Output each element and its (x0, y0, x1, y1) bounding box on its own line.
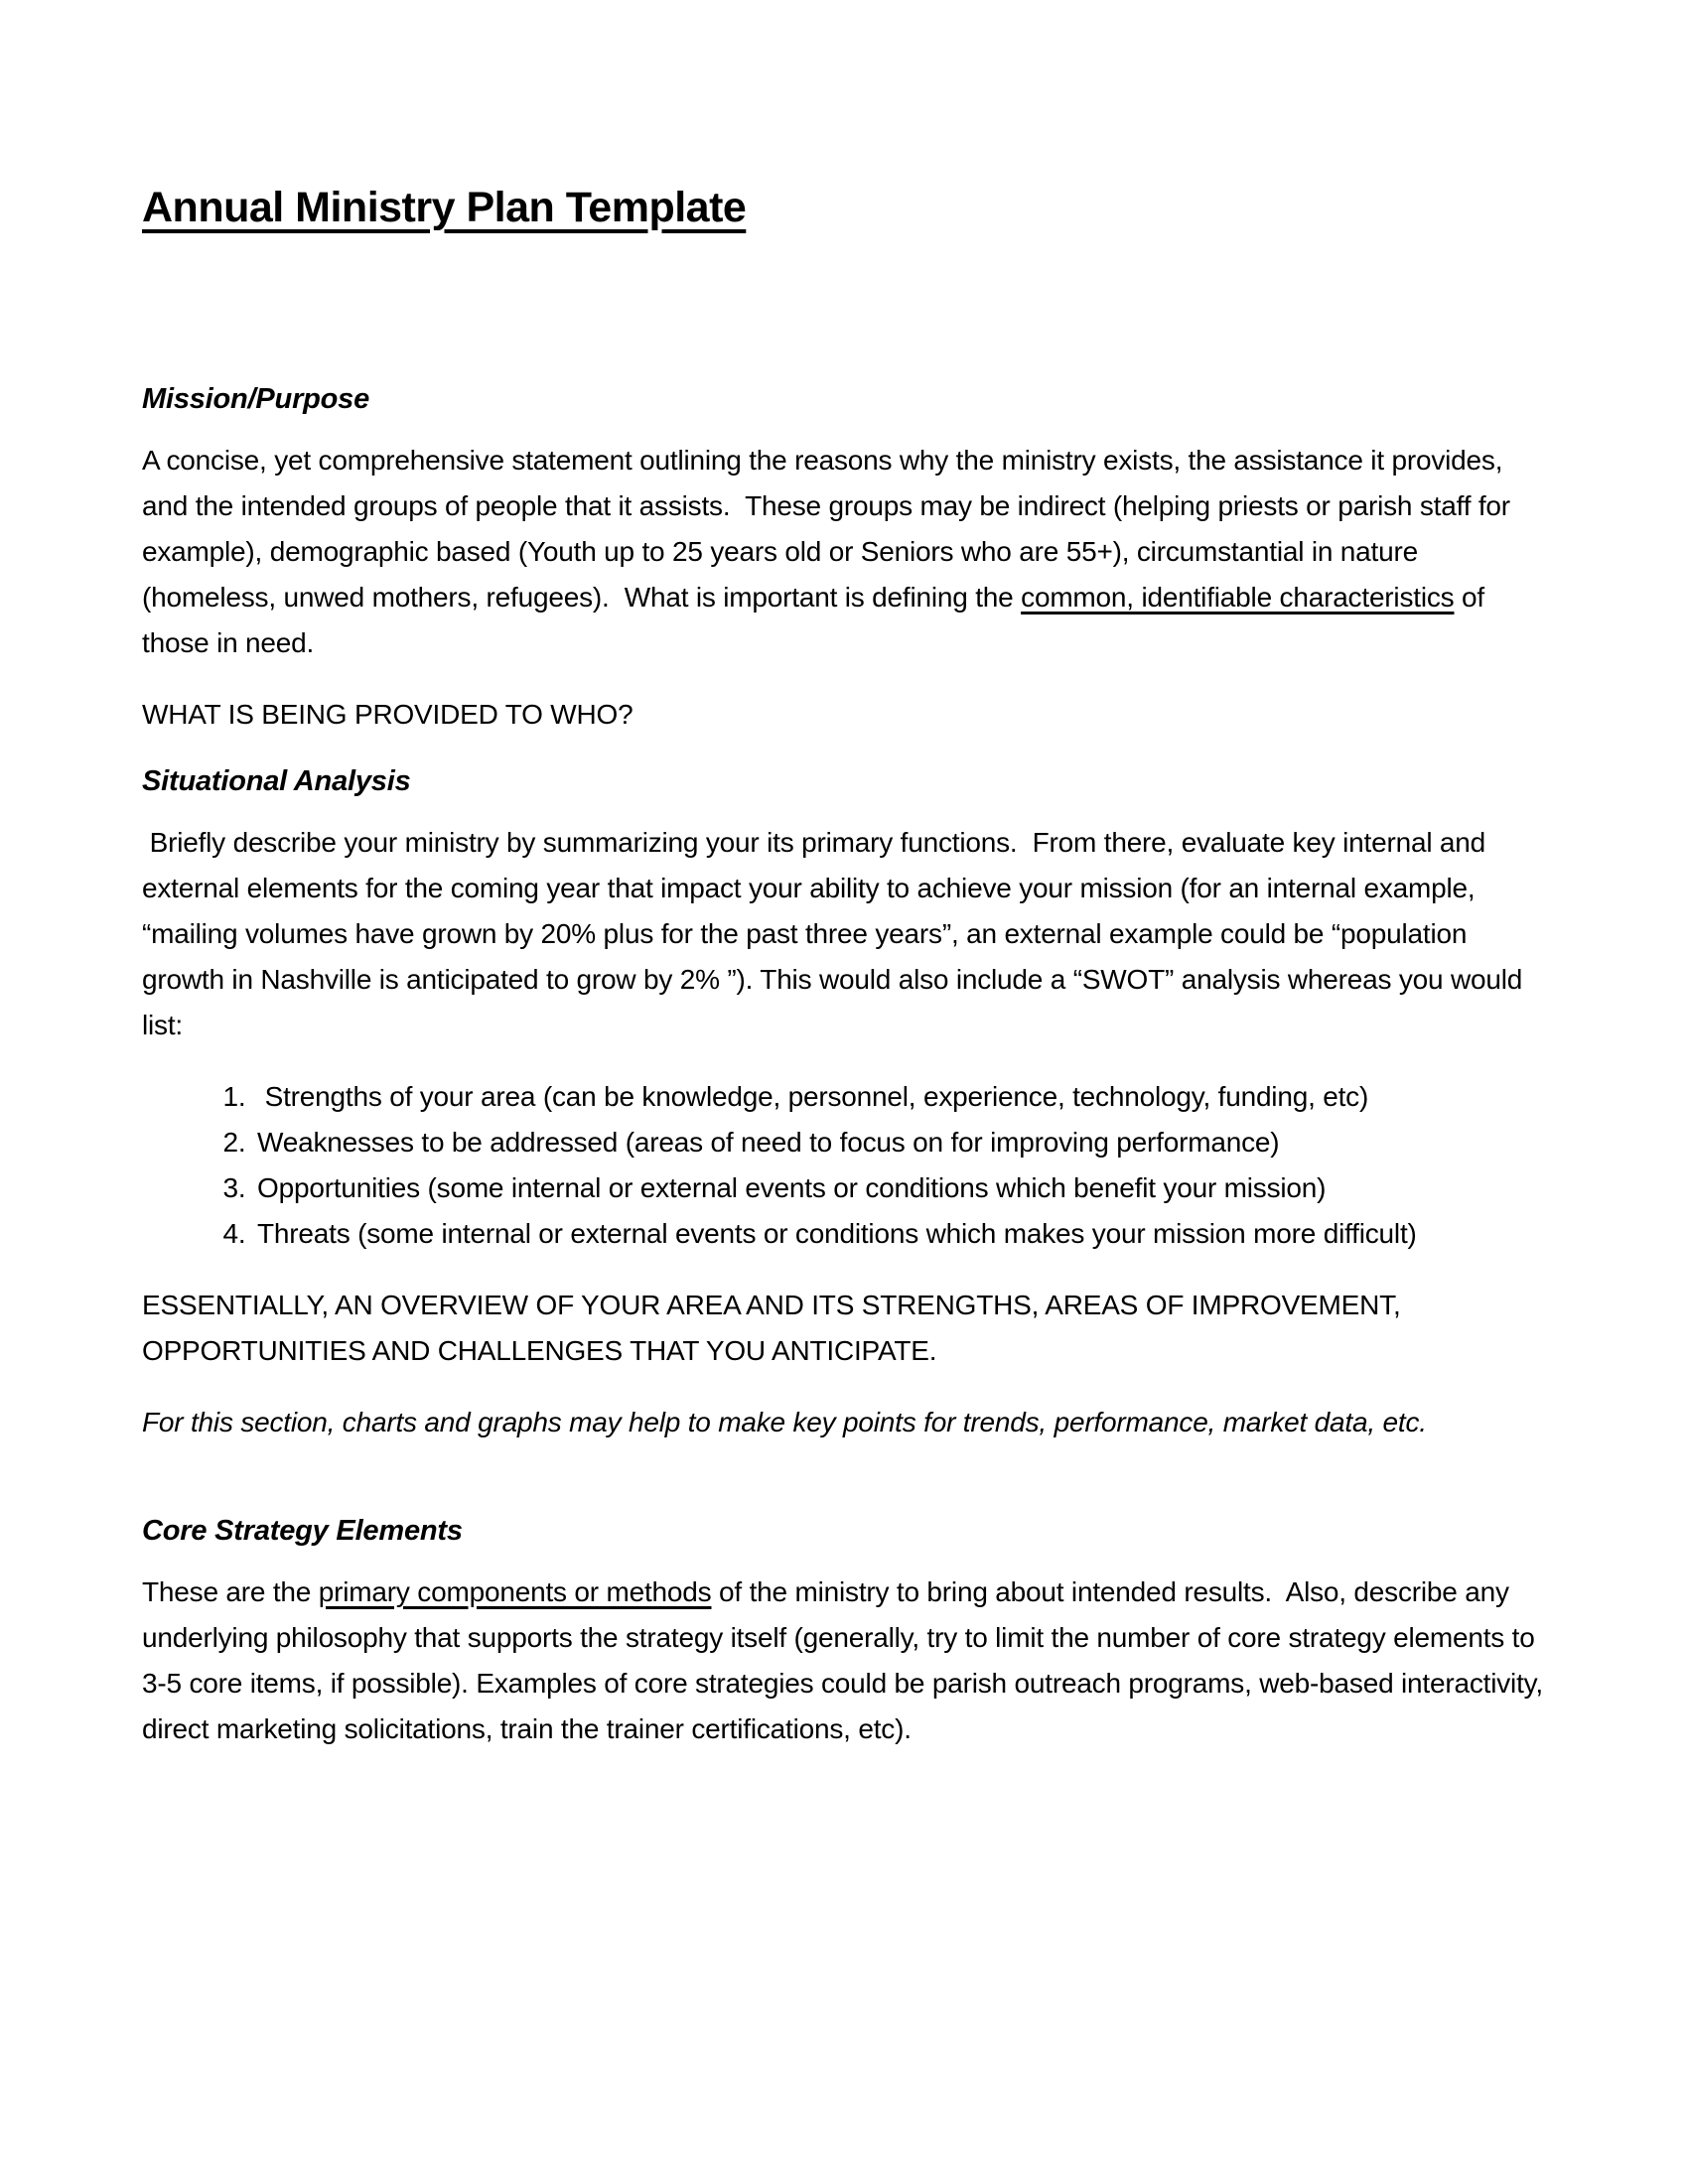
what-is-provided-line: WHAT IS BEING PROVIDED TO WHO? (142, 699, 633, 730)
swot-item-threats: 4. Threats (some internal or external events or conditions which makes your mission more difficult) (253, 1211, 1551, 1257)
mission-paragraph (142, 438, 1551, 666)
core-strategy-heading: Core Strategy Elements (142, 1515, 463, 1547)
core-strategy-paragraph (142, 1570, 1551, 1752)
swot-item-opportunities: 3. Opportunities (some internal or external events or conditions which benefit your mission) (253, 1165, 1551, 1211)
situational-intro-paragraph: Briefly describe your ministry by summarizing your its primary functions. From there, evaluate key internal and external elements for the coming year that impact your ability to achieve your mission (for an internal example, “mailing volumes have grown by 20% plus for the past three years”, an external example could be “population growth in Nashville is anticipated to grow by 2% ”). This would also include a “SWOT” analysis whereas you would list: (142, 827, 1530, 1040)
swot-list (142, 1074, 1551, 1257)
mission-underlined-phrase: common, identifiable characteristics (1021, 582, 1455, 613)
mission-paragraph-text: A concise, yet comprehensive statement outlining the reasons why the ministry exists, the assistance it provides, and the intended groups of people that it assists. These groups may be indirect (helping priests or parish staff for example), demographic based (Youth up to 25 years old or Seniors who are 55+), circumstantial in nature (homeless, unwed mothers, refugees). What is important is defining the (142, 445, 1518, 613)
essentially-summary-line: ESSENTIALLY, AN OVERVIEW OF YOUR AREA AND ITS STRENGTHS, AREAS OF IMPROVEMENT, OPPORTUNITIES AND CHALLENGES THAT YOU ANTICIPATE. (142, 1290, 1409, 1366)
core-strategy-underlined-phrase: primary components or methods (318, 1576, 712, 1607)
mission-paragraph-text-end: of those in need. (142, 582, 1492, 658)
swot-item-weaknesses: 2. Weaknesses to be addressed (areas of need to focus on for improving performance) (253, 1120, 1551, 1165)
document-title: Annual Ministry Plan Template (142, 184, 747, 231)
situational-analysis-heading: Situational Analysis (142, 765, 411, 797)
core-strategy-text: These are the (142, 1576, 319, 1607)
core-strategy-text-end: of the ministry to bring about intended results. Also, describe any underlying philosophy that supports the strategy itself (generally, try to limit the number of core strategy elements to 3-5 core items, if possible). Examples of core strategies could be parish outreach programs, web-based interactivity, direct marketing solicitations, train the trainer certifications, etc). (142, 1576, 1551, 1744)
swot-item-strengths: 1. Strengths of your area (can be knowledge, personnel, experience, technology, funding, etc) (253, 1074, 1551, 1120)
mission-purpose-heading: Mission/Purpose (142, 383, 370, 415)
charts-graphs-note: For this section, charts and graphs may help to make key points for trends, performance, market data, etc. (142, 1407, 1427, 1437)
